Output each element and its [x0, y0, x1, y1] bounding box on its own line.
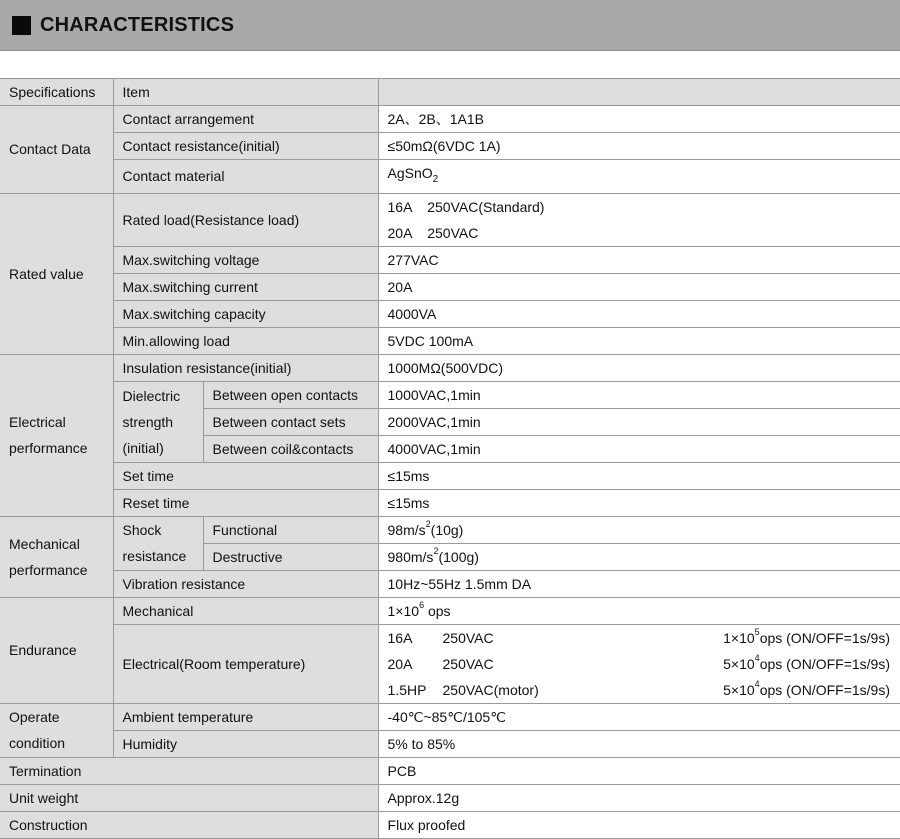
label-line: Operate — [9, 709, 60, 726]
value: 2A、2B、1A1B — [378, 106, 900, 133]
section-header — [0, 0, 900, 51]
sub-item: Destructive — [203, 543, 378, 570]
spec-mechanical-performance — [0, 516, 113, 597]
ops — [723, 677, 900, 703]
item: Humidity — [113, 730, 378, 757]
value: 10Hz~55Hz 1.5mm DA — [378, 570, 900, 597]
voltage: 250VAC — [442, 629, 494, 646]
ops — [723, 651, 900, 677]
label-line: Mechanical — [9, 535, 80, 552]
spec-operate-condition — [0, 703, 113, 757]
value-line — [388, 651, 900, 677]
item: Max.switching current — [113, 273, 378, 300]
value-text: 980m/s — [387, 548, 434, 565]
header-item: Item — [113, 79, 378, 106]
table-row — [0, 784, 900, 811]
subscript: 2 — [432, 173, 439, 185]
value: 1000MΩ(500VDC) — [378, 354, 900, 381]
superscript: 2 — [433, 545, 439, 556]
table-row — [0, 570, 900, 597]
sub-item: Between open contacts — [203, 381, 378, 408]
value: Approx.12g — [378, 784, 900, 811]
item: Contact resistance(initial) — [113, 133, 378, 160]
section-title: CHARACTERISTICS — [40, 13, 235, 36]
table-row — [0, 354, 900, 381]
ops-base: 5×10 — [723, 681, 755, 698]
value: PCB — [378, 757, 900, 784]
load: 20A — [387, 655, 413, 672]
label-line: performance — [9, 440, 88, 457]
table-row — [0, 730, 900, 757]
value-line — [388, 625, 900, 651]
value: 5VDC 100mA — [378, 327, 900, 354]
table-row — [0, 381, 900, 408]
value-line — [388, 677, 900, 703]
value: 1000VAC,1min — [378, 381, 900, 408]
sub-item: Functional — [203, 516, 378, 543]
table-row — [0, 246, 900, 273]
table-row — [0, 160, 900, 194]
item: Set time — [113, 462, 378, 489]
value-text: (10g) — [430, 521, 464, 538]
label-line: (initial) — [122, 439, 164, 456]
item: Insulation resistance(initial) — [113, 354, 378, 381]
value: ≤15ms — [378, 462, 900, 489]
table-row — [0, 300, 900, 327]
value-text: 98m/s — [387, 521, 426, 538]
value: 4000VA — [378, 300, 900, 327]
sub-item: Between coil&contacts — [203, 435, 378, 462]
table-row — [0, 133, 900, 160]
ops-text: ops (ON/OFF=1s/9s) — [759, 681, 890, 698]
ops — [723, 625, 900, 651]
item-dielectric-strength — [113, 381, 203, 462]
value — [378, 624, 900, 703]
value-text: ops — [424, 602, 451, 619]
table-row — [0, 489, 900, 516]
characteristics-table — [0, 78, 900, 839]
item: Reset time — [113, 489, 378, 516]
spec-electrical-performance — [0, 354, 113, 516]
value-line — [388, 194, 900, 220]
item-shock-resistance — [113, 516, 203, 570]
item: Ambient temperature — [113, 703, 378, 730]
label-line: Shock — [122, 522, 162, 539]
spec-contact-data: Contact Data — [0, 106, 113, 194]
ops-base: 5×10 — [723, 655, 755, 672]
table-row — [0, 516, 900, 543]
item: Contact arrangement — [113, 106, 378, 133]
superscript: 5 — [754, 626, 760, 637]
table-row — [0, 327, 900, 354]
table-row — [0, 273, 900, 300]
value-text: (100g) — [438, 548, 479, 565]
sub-item: Between contact sets — [203, 408, 378, 435]
table-row — [0, 597, 900, 624]
table-header-row — [0, 79, 900, 106]
superscript: 6 — [419, 599, 425, 610]
value: Flux proofed — [378, 811, 900, 838]
header-specifications: Specifications — [0, 79, 113, 106]
label-line: Dielectric — [122, 387, 181, 404]
voltage: 250VAC — [442, 655, 494, 672]
value-text: 1×10 — [387, 602, 420, 619]
item: Contact material — [113, 160, 378, 194]
label-line: strength — [122, 413, 174, 430]
item: Max.switching voltage — [113, 246, 378, 273]
value — [378, 597, 900, 624]
value-text: 20A 250VAC — [387, 224, 479, 241]
spec-construction: Construction — [0, 811, 378, 838]
value-text: AgSnO — [387, 165, 433, 181]
ops-base: 1×10 — [723, 629, 755, 646]
item: Rated load(Resistance load) — [113, 193, 378, 246]
value: -40℃~85℃/105℃ — [378, 703, 900, 730]
value — [378, 160, 900, 194]
item: Mechanical — [113, 597, 378, 624]
value: 2000VAC,1min — [378, 408, 900, 435]
load: 16A — [387, 629, 413, 646]
voltage: 250VAC(motor) — [442, 681, 539, 698]
ops-text: ops (ON/OFF=1s/9s) — [759, 655, 890, 672]
table-row — [0, 462, 900, 489]
value-text: 16A 250VAC(Standard) — [387, 198, 545, 215]
label-line: Electrical — [9, 414, 66, 431]
value — [378, 516, 900, 543]
value-line — [388, 220, 900, 246]
spec-termination: Termination — [0, 757, 378, 784]
header-value — [378, 79, 900, 106]
superscript: 4 — [754, 652, 760, 663]
item: Electrical(Room temperature) — [113, 624, 378, 703]
value: ≤50mΩ(6VDC 1A) — [378, 133, 900, 160]
value: 277VAC — [378, 246, 900, 273]
item: Vibration resistance — [113, 570, 378, 597]
item: Min.allowing load — [113, 327, 378, 354]
load: 1.5HP — [387, 681, 427, 698]
value — [378, 193, 900, 246]
table-row — [0, 106, 900, 133]
value: 5% to 85% — [378, 730, 900, 757]
ops-text: ops (ON/OFF=1s/9s) — [759, 629, 890, 646]
label-line: performance — [9, 561, 88, 578]
value: ≤15ms — [378, 489, 900, 516]
spec-rated-value: Rated value — [0, 193, 113, 354]
spec-unit-weight: Unit weight — [0, 784, 378, 811]
superscript: 4 — [754, 678, 760, 689]
value: 4000VAC,1min — [378, 435, 900, 462]
item: Max.switching capacity — [113, 300, 378, 327]
value: 20A — [378, 273, 900, 300]
table-row — [0, 703, 900, 730]
table-row — [0, 757, 900, 784]
label-line: condition — [9, 735, 66, 752]
label-line: resistance — [122, 548, 187, 565]
square-bullet-icon — [12, 16, 31, 35]
spec-endurance: Endurance — [0, 597, 113, 703]
superscript: 2 — [425, 518, 431, 529]
table-row — [0, 811, 900, 838]
value — [378, 543, 900, 570]
